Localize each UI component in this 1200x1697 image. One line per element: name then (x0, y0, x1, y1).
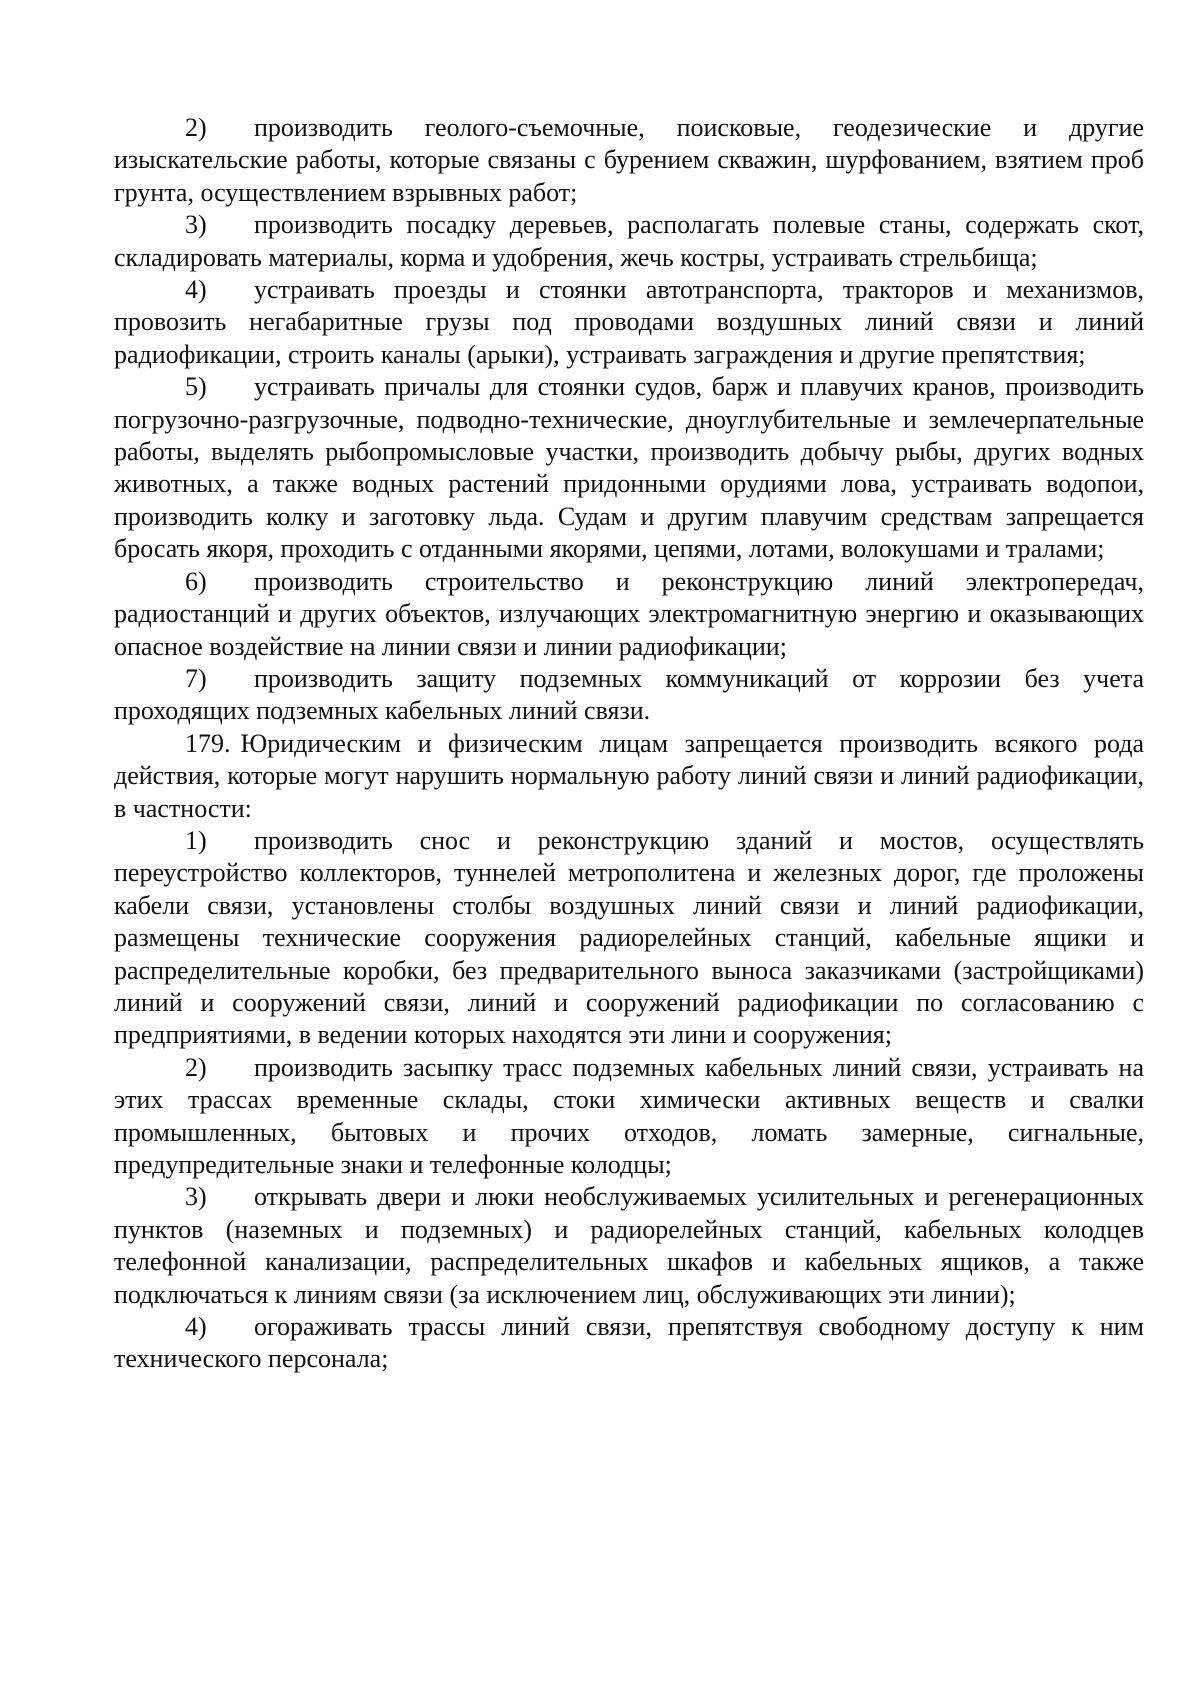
list-item (114, 1052, 1144, 1182)
item-number: 3) (185, 1182, 207, 1212)
item-text: устраивать проезды и стоянки автотранспорта, тракторов и механизмов, провозить негабаритные грузы под проводами воздушных линий связи и линий радиофикации, строить каналы (арыки), устраивать заграждения и другие препятствия; (114, 275, 1144, 369)
list-item (114, 566, 1144, 663)
item-text: производить геолого-съемочные, поисковые, геодезические и другие изыскательские работы, которые связаны с бурением скважин, шурфованием, взятием проб грунта, осуществлением взрывных работ; (114, 113, 1144, 207)
item-number: 5) (185, 372, 207, 402)
item-text: производить снос и реконструкцию зданий и мостов, осуществлять переустройство коллекторов, туннелей метрополитена и железных дорог, где проложены кабели связи, установлены столбы воздушных линий связи и линий радиофикации, размещены технические сооружения радиорелейных станций, кабельные ящики и распределительные коробки, без предварительного выноса заказчиками (застройщиками) линий и сооружений связи, линий и сооружений радиофикации по согласованию с предприятиями, в ведении которых находятся эти лини и сооружения; (114, 825, 1144, 1050)
item-text: производить посадку деревьев, располагать полевые станы, содержать скот, складировать материалы, корма и удобрения, жечь костры, устраивать стрельбища; (114, 210, 1144, 272)
clause-paragraph (114, 728, 1144, 825)
item-number: 4) (185, 275, 207, 305)
document-body (114, 112, 1144, 1376)
list-item (114, 371, 1144, 565)
item-number: 1) (185, 825, 207, 855)
list-item (114, 663, 1144, 728)
item-number: 2) (185, 113, 207, 142)
clause-text: Юридическим и физическим лицам запрещается производить всякого рода действия, которые могут нарушить нормальную работу линий связи и линий радиофикации, в частности: (114, 728, 1144, 823)
item-number: 6) (185, 566, 207, 596)
list-item (114, 825, 1144, 1052)
list-item (114, 1181, 1144, 1311)
list-item (114, 274, 1144, 371)
item-text: производить засыпку трасс подземных кабельных линий связи, устраивать на этих трассах временные склады, стоки химически активных веществ и свалки промышленных, бытовых и прочих отходов, ломать замерные, сигнальные, предупредительные знаки и телефонные колодцы; (114, 1052, 1144, 1179)
item-text: открывать двери и люки необслуживаемых усилительных и регенерационных пунктов (наземных и подземных) и радиорелейных станций, кабельных колодцев телефонной канализации, распределительных шкафов и кабельных ящиков, а также подключаться к линиям связи (за исключением лиц, обслуживающих эти линии); (114, 1182, 1144, 1309)
item-text: устраивать причалы для стоянки судов, барж и плавучих кранов, производить погрузочно-разгрузочные, подводно-технические, дноуглубительные и землечерпательные работы, выделять рыбопромысловые участки, производить добычу рыбы, других водных животных, а также водных растений придонными орудиями лова, устраивать водопои, производить колку и заготовку льда. Судам и другим плавучим средствам запрещается бросать якоря, проходить с отданными якорями, цепями, лотами, волокушами и тралами; (114, 372, 1144, 564)
item-text: огораживать трассы линий связи, препятствуя свободному доступу к ним технического персонала; (114, 1312, 1144, 1374)
list-item (114, 112, 1144, 209)
list-item (114, 209, 1144, 274)
item-number: 2) (185, 1052, 207, 1082)
item-number: 7) (185, 663, 207, 693)
item-number: 4) (185, 1312, 207, 1342)
clause-number: 179. (185, 728, 231, 758)
item-text: производить строительство и реконструкцию линий электропередач, радиостанций и других объектов, излучающих электромагнитную энергию и оказывающих опасное воздействие на линии связи и линии радиофикации; (114, 566, 1144, 661)
list-item (114, 1311, 1144, 1376)
item-text: производить защиту подземных коммуникаций от коррозии без учета проходящих подземных кабельных линий связи. (114, 663, 1144, 726)
item-number: 3) (185, 210, 207, 240)
